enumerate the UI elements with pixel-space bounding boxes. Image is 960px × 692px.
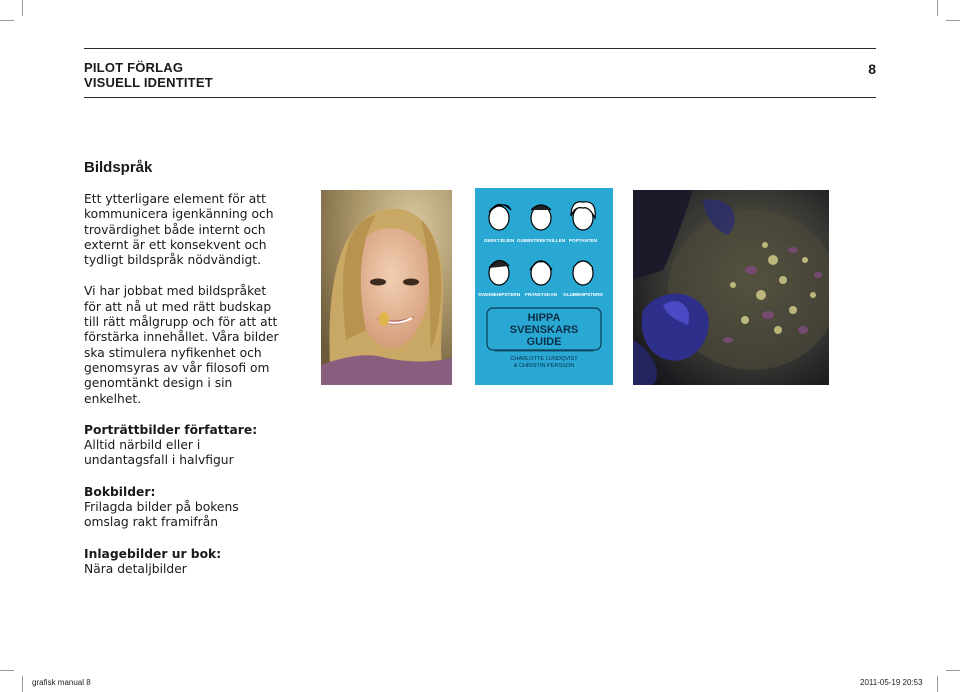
portrait-text: Alltid närbild eller i undantagsfall i halvfigur [84, 438, 234, 468]
text-column [84, 192, 280, 577]
crop-mark [0, 670, 14, 671]
crop-mark [946, 20, 960, 21]
section-title: Bildspråk [84, 159, 153, 176]
cover-label: SVENNEHIPSTERN [477, 292, 521, 297]
crop-mark [0, 20, 14, 21]
crop-mark [22, 0, 23, 16]
footer-left: grafisk manual 8 [32, 678, 91, 687]
footer-right: 2011-05-19 20:53 [860, 678, 923, 687]
cover-label: POPTANTEN [569, 238, 597, 243]
cover-label: FRANSYSKAN [525, 292, 557, 297]
detail-image [633, 190, 829, 385]
crop-mark [22, 676, 23, 692]
cover-title-line1: HIPPA [527, 312, 561, 324]
intro-paragraph: Ett ytterligare element för att kommunicera igenkänning och trovärdighet både internt och externt är ett konsekvent och tydligt bildspråk nödvändigt. [84, 192, 274, 268]
cover-label: GUBBSTREETKILLEN [516, 238, 566, 243]
cover-label: KLUBBHIPSTERN [563, 292, 603, 297]
crop-mark [946, 670, 960, 671]
cover-title-line3: GUIDE [526, 336, 562, 348]
cover-title-line2: SVENSKARS [509, 324, 579, 336]
header-line2: VISUELL IDENTITET [84, 75, 213, 90]
crop-mark [937, 676, 938, 692]
portrait-image [321, 190, 452, 385]
book-cover-image [475, 188, 613, 385]
header-top-rule [84, 48, 876, 49]
inlay-heading: Inlagebilder ur bok: [84, 546, 222, 561]
book-text: Frilagda bilder på bokens omslag rakt framifrån [84, 500, 239, 530]
header-title [84, 60, 213, 90]
page-number: 8 [868, 61, 876, 77]
crop-mark [937, 0, 938, 16]
portrait-heading: Porträttbilder författare: [84, 422, 258, 437]
inlay-text: Nära detaljbilder [84, 561, 187, 576]
header-line1: PILOT FÖRLAG [84, 60, 184, 75]
header-bottom-rule [84, 97, 876, 98]
cover-author-line1: CHARLOTTE LUNDQVIST [510, 356, 578, 362]
body-paragraph: Vi har jobbat med bildspråket för att nå ut med rätt budskap till rätt målgrupp och för att att förstärka innehållet. Våra bilder ska stimulera nyfikenhet och genomsyras av vår filosofi om genomtänkt design i sin enkelhet. [84, 284, 279, 406]
cover-label: GEEKTJEJEN [483, 238, 515, 243]
cover-author-line2: & CHRISTIN PERSSON [513, 363, 575, 369]
book-heading: Bokbilder: [84, 484, 156, 499]
